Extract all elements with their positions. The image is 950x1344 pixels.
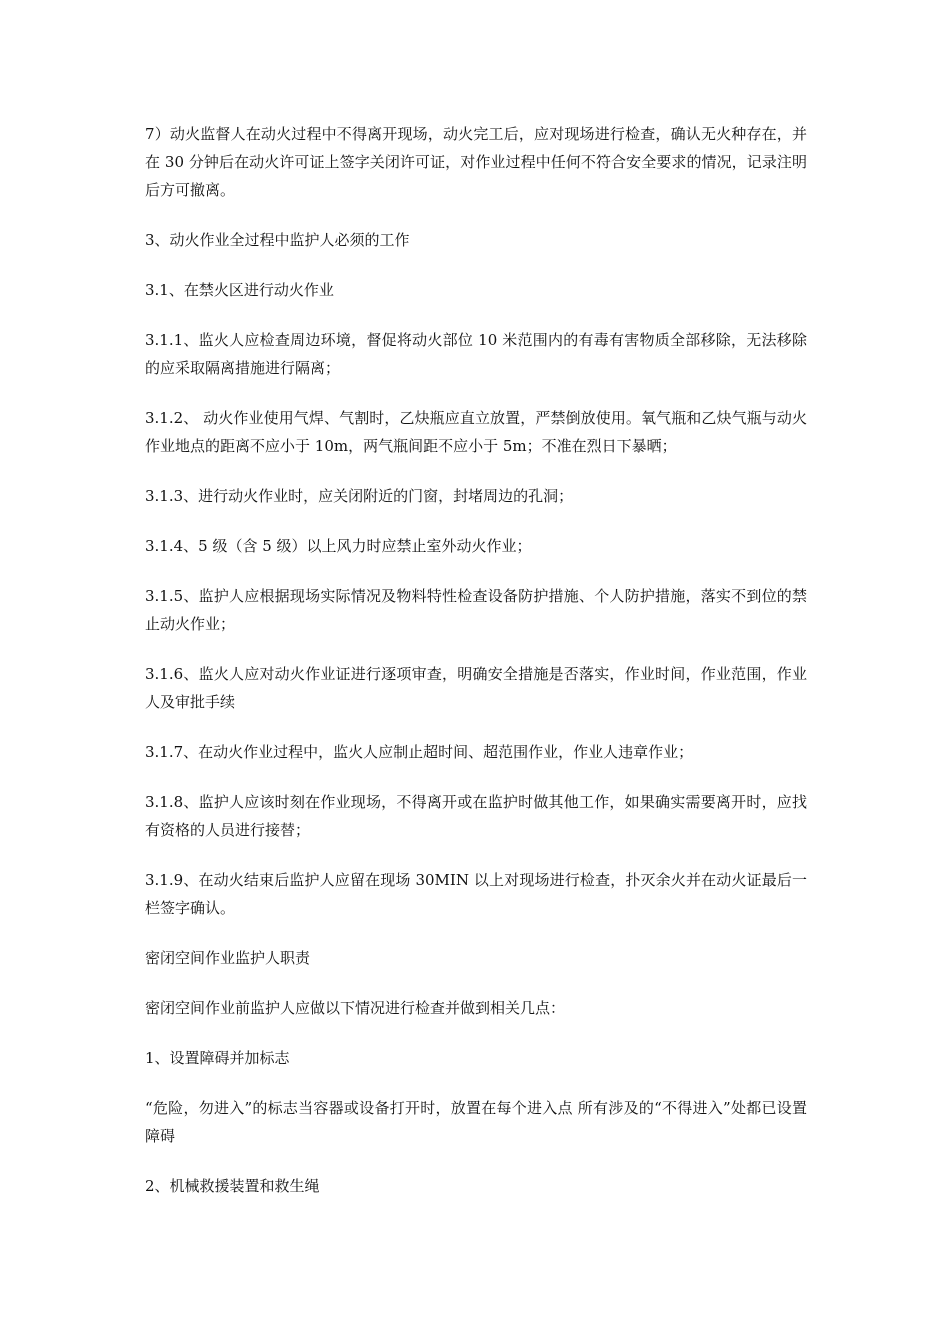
paragraph-3-1-2: 3.1.2、 动火作业使用气焊、气割时，乙炔瓶应直立放置，严禁倒放使用。氧气瓶和乙炔气瓶与动火作业地点的距离不应小于 10m，两气瓶间距不应小于 5m；不准在烈日下暴晒； <box>145 409 807 455</box>
paragraph-3-1-1: 3.1.1、监火人应检查周边环境，督促将动火部位 10 米范围内的有毒有害物质全部移除，无法移除的应采取隔离措施进行隔离； <box>145 331 807 377</box>
heading-section-3: 3、动火作业全过程中监护人必须的工作 <box>145 231 410 249</box>
paragraph-fire-supervisor-duty: 7）动火监督人在动火过程中不得离开现场，动火完工后，应对现场进行检查，确认无火种存在，并在 30 分钟后在动火许可证上签字关闭许可证，对作业过程中任何不符合安全要求的情况，记录注明后方可撤离。 <box>145 125 807 199</box>
heading-item-1-barriers: 1、设置障碍并加标志 <box>145 1049 290 1067</box>
paragraph-3-1-4: 3.1.4、5 级（含 5 级）以上风力时应禁止室外动火作业； <box>145 537 532 555</box>
document-body <box>145 120 807 1222</box>
heading-item-2-rescue: 2、机械救援装置和救生绳 <box>145 1177 320 1195</box>
paragraph-3-1-6: 3.1.6、监火人应对动火作业证进行逐项审查，明确安全措施是否落实，作业时间，作业范围，作业人及审批手续 <box>145 665 807 711</box>
paragraph-confined-space-intro: 密闭空间作业前监护人应做以下情况进行检查并做到相关几点： <box>145 999 566 1017</box>
paragraph-3-1-5: 3.1.5、监护人应根据现场实际情况及物料特性检查设备防护措施、个人防护措施，落实不到位的禁止动火作业； <box>145 587 807 633</box>
paragraph-3-1-9: 3.1.9、在动火结束后监护人应留在现场 30MIN 以上对现场进行检查，扑灭余火并在动火证最后一栏签字确认。 <box>145 871 807 917</box>
paragraph-3-1-8: 3.1.8、监护人应该时刻在作业现场，不得离开或在监护时做其他工作，如果确实需要离开时，应找有资格的人员进行接替； <box>145 793 807 839</box>
heading-section-3-1: 3.1、在禁火区进行动火作业 <box>145 281 334 299</box>
paragraph-danger-sign: “危险，勿进入”的标志当容器或设备打开时，放置在每个进入点 所有涉及的“不得进入”处都已设置障碍 <box>145 1099 807 1145</box>
heading-confined-space-duties: 密闭空间作业监护人职责 <box>145 949 311 967</box>
paragraph-3-1-3: 3.1.3、进行动火作业时，应关闭附近的门窗，封堵周边的孔洞； <box>145 487 574 505</box>
paragraph-3-1-7: 3.1.7、在动火作业过程中，监火人应制止超时间、超范围作业，作业人违章作业； <box>145 743 694 761</box>
